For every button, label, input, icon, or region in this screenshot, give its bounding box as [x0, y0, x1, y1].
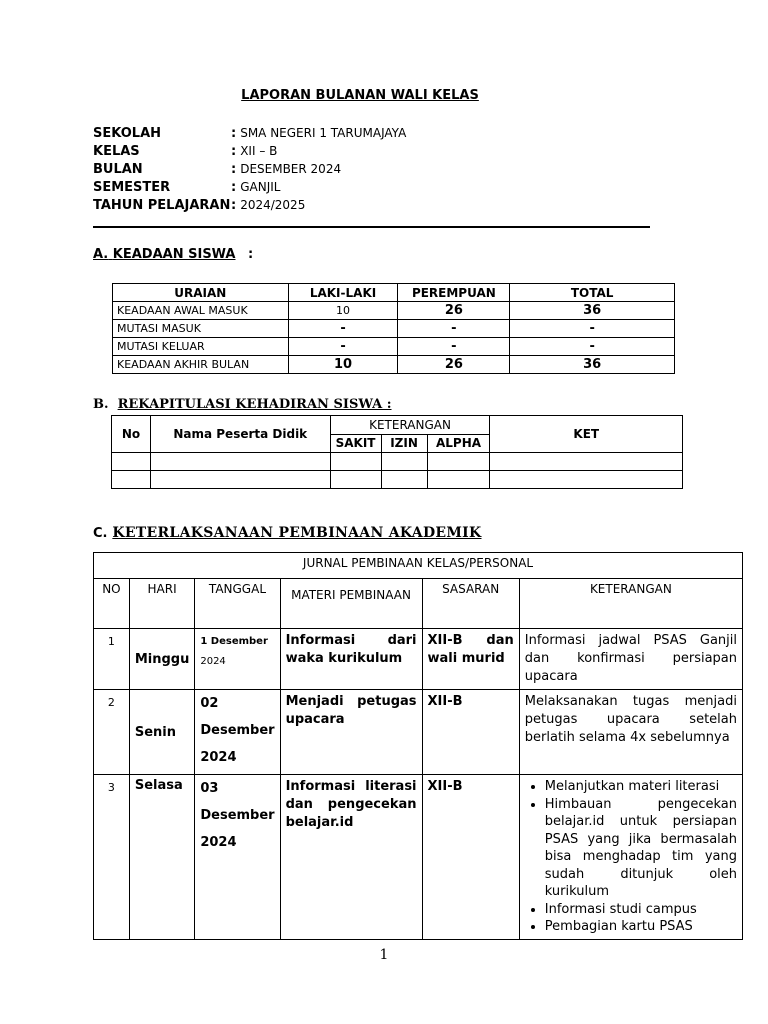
table-cell	[427, 453, 490, 471]
table-cell: 10	[288, 302, 398, 320]
info-colon: :	[231, 197, 237, 213]
table-cell	[330, 471, 381, 489]
table-row	[113, 356, 675, 374]
table-cell: -	[288, 338, 398, 356]
info-colon: :	[231, 143, 237, 159]
col-header-total: TOTAL	[510, 284, 675, 302]
row-tanggal-line1: 1 Desember	[200, 636, 268, 647]
section-c-prefix: C.	[93, 526, 108, 541]
section-a-heading	[93, 247, 253, 262]
col-header-laki-laki: LAKI-LAKI	[288, 284, 398, 302]
col-header-no: NO	[94, 579, 130, 629]
journal-title: JURNAL PEMBINAAN KELAS/PERSONAL	[94, 553, 743, 579]
keterangan-list	[525, 778, 737, 936]
info-label: KELAS	[93, 143, 140, 159]
info-colon: :	[231, 125, 237, 141]
col-header-izin: IZIN	[381, 434, 427, 453]
table-row	[94, 690, 743, 775]
section-a-prefix: A.	[93, 247, 109, 262]
list-item: • Informasi studi campus	[545, 901, 737, 919]
col-header-no: No	[112, 416, 151, 453]
table-cell	[490, 453, 683, 471]
row-tanggal	[195, 629, 280, 690]
row-hari: Senin	[129, 690, 195, 775]
table-cell	[490, 471, 683, 489]
table-cell: 36	[510, 302, 675, 320]
table-cell: 26	[398, 356, 510, 374]
row-materi: Informasi dari waka kurikulum	[280, 629, 422, 690]
table-row	[113, 320, 675, 338]
col-header-sasaran: SASARAN	[422, 579, 519, 629]
table-cell: -	[510, 338, 675, 356]
list-item: • Himbauan pengecekan belajar.id untuk persiapan PSAS yang jika bermasalah bisa menghadap tim yang sudah ditunjuk oleh kurikulum	[545, 796, 737, 901]
student-status-table	[112, 283, 675, 374]
table-header-row	[94, 579, 743, 629]
table-cell	[330, 453, 381, 471]
table-row	[113, 302, 675, 320]
table-cell: KEADAAN AKHIR BULAN	[113, 356, 289, 374]
info-label: SEKOLAH	[93, 125, 162, 141]
table-cell	[112, 471, 151, 489]
table-cell	[427, 471, 490, 489]
row-materi: Menjadi petugas upacara	[280, 690, 422, 775]
row-materi: Informasi literasi dan pengecekan belajar.id	[280, 775, 422, 940]
col-header-alpha: ALPHA	[427, 434, 490, 453]
info-row-kelas	[93, 142, 406, 160]
col-header-tanggal: TANGGAL	[195, 579, 280, 629]
info-colon: :	[231, 161, 237, 177]
table-row	[94, 775, 743, 940]
row-tanggal: 03 Desember 2024	[195, 775, 280, 940]
info-label: BULAN	[93, 161, 143, 177]
info-row-semester	[93, 178, 406, 196]
table-cell: -	[398, 338, 510, 356]
col-header-ket: KET	[490, 416, 683, 453]
section-c-title: KETERLAKSANAAN PEMBINAAN AKADEMIK	[112, 525, 482, 541]
table-row	[94, 629, 743, 690]
attendance-table	[111, 415, 683, 489]
section-b-heading	[93, 397, 392, 412]
info-value: GANJIL	[240, 180, 281, 194]
row-hari: Selasa	[129, 775, 195, 940]
header-divider	[93, 226, 650, 228]
col-header-materi: MATERI PEMBINAAN	[280, 579, 422, 629]
col-header-hari: HARI	[129, 579, 195, 629]
info-row-tahun-pelajaran	[93, 196, 406, 214]
table-header-row	[112, 416, 683, 435]
table-header-row	[113, 284, 675, 302]
table-cell: KEADAAN AWAL MASUK	[113, 302, 289, 320]
table-cell: MUTASI KELUAR	[113, 338, 289, 356]
table-cell: -	[398, 320, 510, 338]
table-cell	[381, 453, 427, 471]
row-sasaran: XII-B	[422, 690, 519, 775]
row-keterangan: Informasi jadwal PSAS Ganjil dan konfirmasi persiapan upacara	[519, 629, 742, 690]
table-cell	[150, 453, 330, 471]
table-cell: MUTASI MASUK	[113, 320, 289, 338]
table-cell: -	[288, 320, 398, 338]
col-header-name: Nama Peserta Didik	[150, 416, 330, 453]
info-label: SEMESTER	[93, 179, 171, 195]
row-tanggal: 02 Desember 2024	[195, 690, 280, 775]
table-row	[112, 453, 683, 471]
row-tanggal-line2: 2024	[200, 656, 226, 667]
section-b-title: REKAPITULASI KEHADIRAN SISWA :	[117, 397, 392, 412]
col-header-keterangan: KETERANGAN	[519, 579, 742, 629]
info-label: TAHUN PELAJARAN	[93, 197, 231, 213]
table-cell: 36	[510, 356, 675, 374]
report-info	[93, 124, 406, 214]
info-row-sekolah	[93, 124, 406, 142]
info-value: SMA NEGERI 1 TARUMAJAYA	[240, 126, 407, 140]
info-value: 2024/2025	[240, 198, 306, 212]
table-title-row	[94, 553, 743, 579]
info-row-bulan	[93, 160, 406, 178]
report-title: LAPORAN BULANAN WALI KELAS	[241, 88, 479, 103]
row-no: 2	[94, 690, 130, 775]
table-cell	[112, 453, 151, 471]
col-header-keterangan: KETERANGAN	[330, 416, 490, 435]
page-number: 1	[379, 947, 389, 963]
section-b-prefix: B.	[93, 397, 109, 412]
row-keterangan: Melaksanakan tugas menjadi petugas upacara setelah berlatih selama 4x sebelumnya	[519, 690, 742, 775]
table-cell: 10	[288, 356, 398, 374]
section-a-colon: :	[248, 247, 254, 262]
table-cell	[381, 471, 427, 489]
info-value: XII – B	[240, 144, 278, 158]
row-no: 1	[94, 629, 130, 690]
table-row	[113, 338, 675, 356]
list-item: • Melanjutkan materi literasi	[545, 778, 737, 796]
list-item: • Pembagian kartu PSAS	[545, 918, 737, 936]
table-cell: 26	[398, 302, 510, 320]
info-value: DESEMBER 2024	[240, 162, 342, 176]
row-no: 3	[94, 775, 130, 940]
info-colon: :	[231, 179, 237, 195]
section-a-title: KEADAAN SISWA	[112, 247, 236, 262]
col-header-perempuan: PEREMPUAN	[398, 284, 510, 302]
row-sasaran: XII-B dan wali murid	[422, 629, 519, 690]
col-header-sakit: SAKIT	[330, 434, 381, 453]
col-header-uraian: URAIAN	[113, 284, 289, 302]
journal-table	[93, 552, 743, 940]
row-hari: Minggu	[129, 629, 195, 690]
row-sasaran: XII-B	[422, 775, 519, 940]
table-cell: -	[510, 320, 675, 338]
row-keterangan	[519, 775, 742, 940]
section-c-heading	[93, 525, 481, 541]
table-cell	[150, 471, 330, 489]
table-row	[112, 471, 683, 489]
